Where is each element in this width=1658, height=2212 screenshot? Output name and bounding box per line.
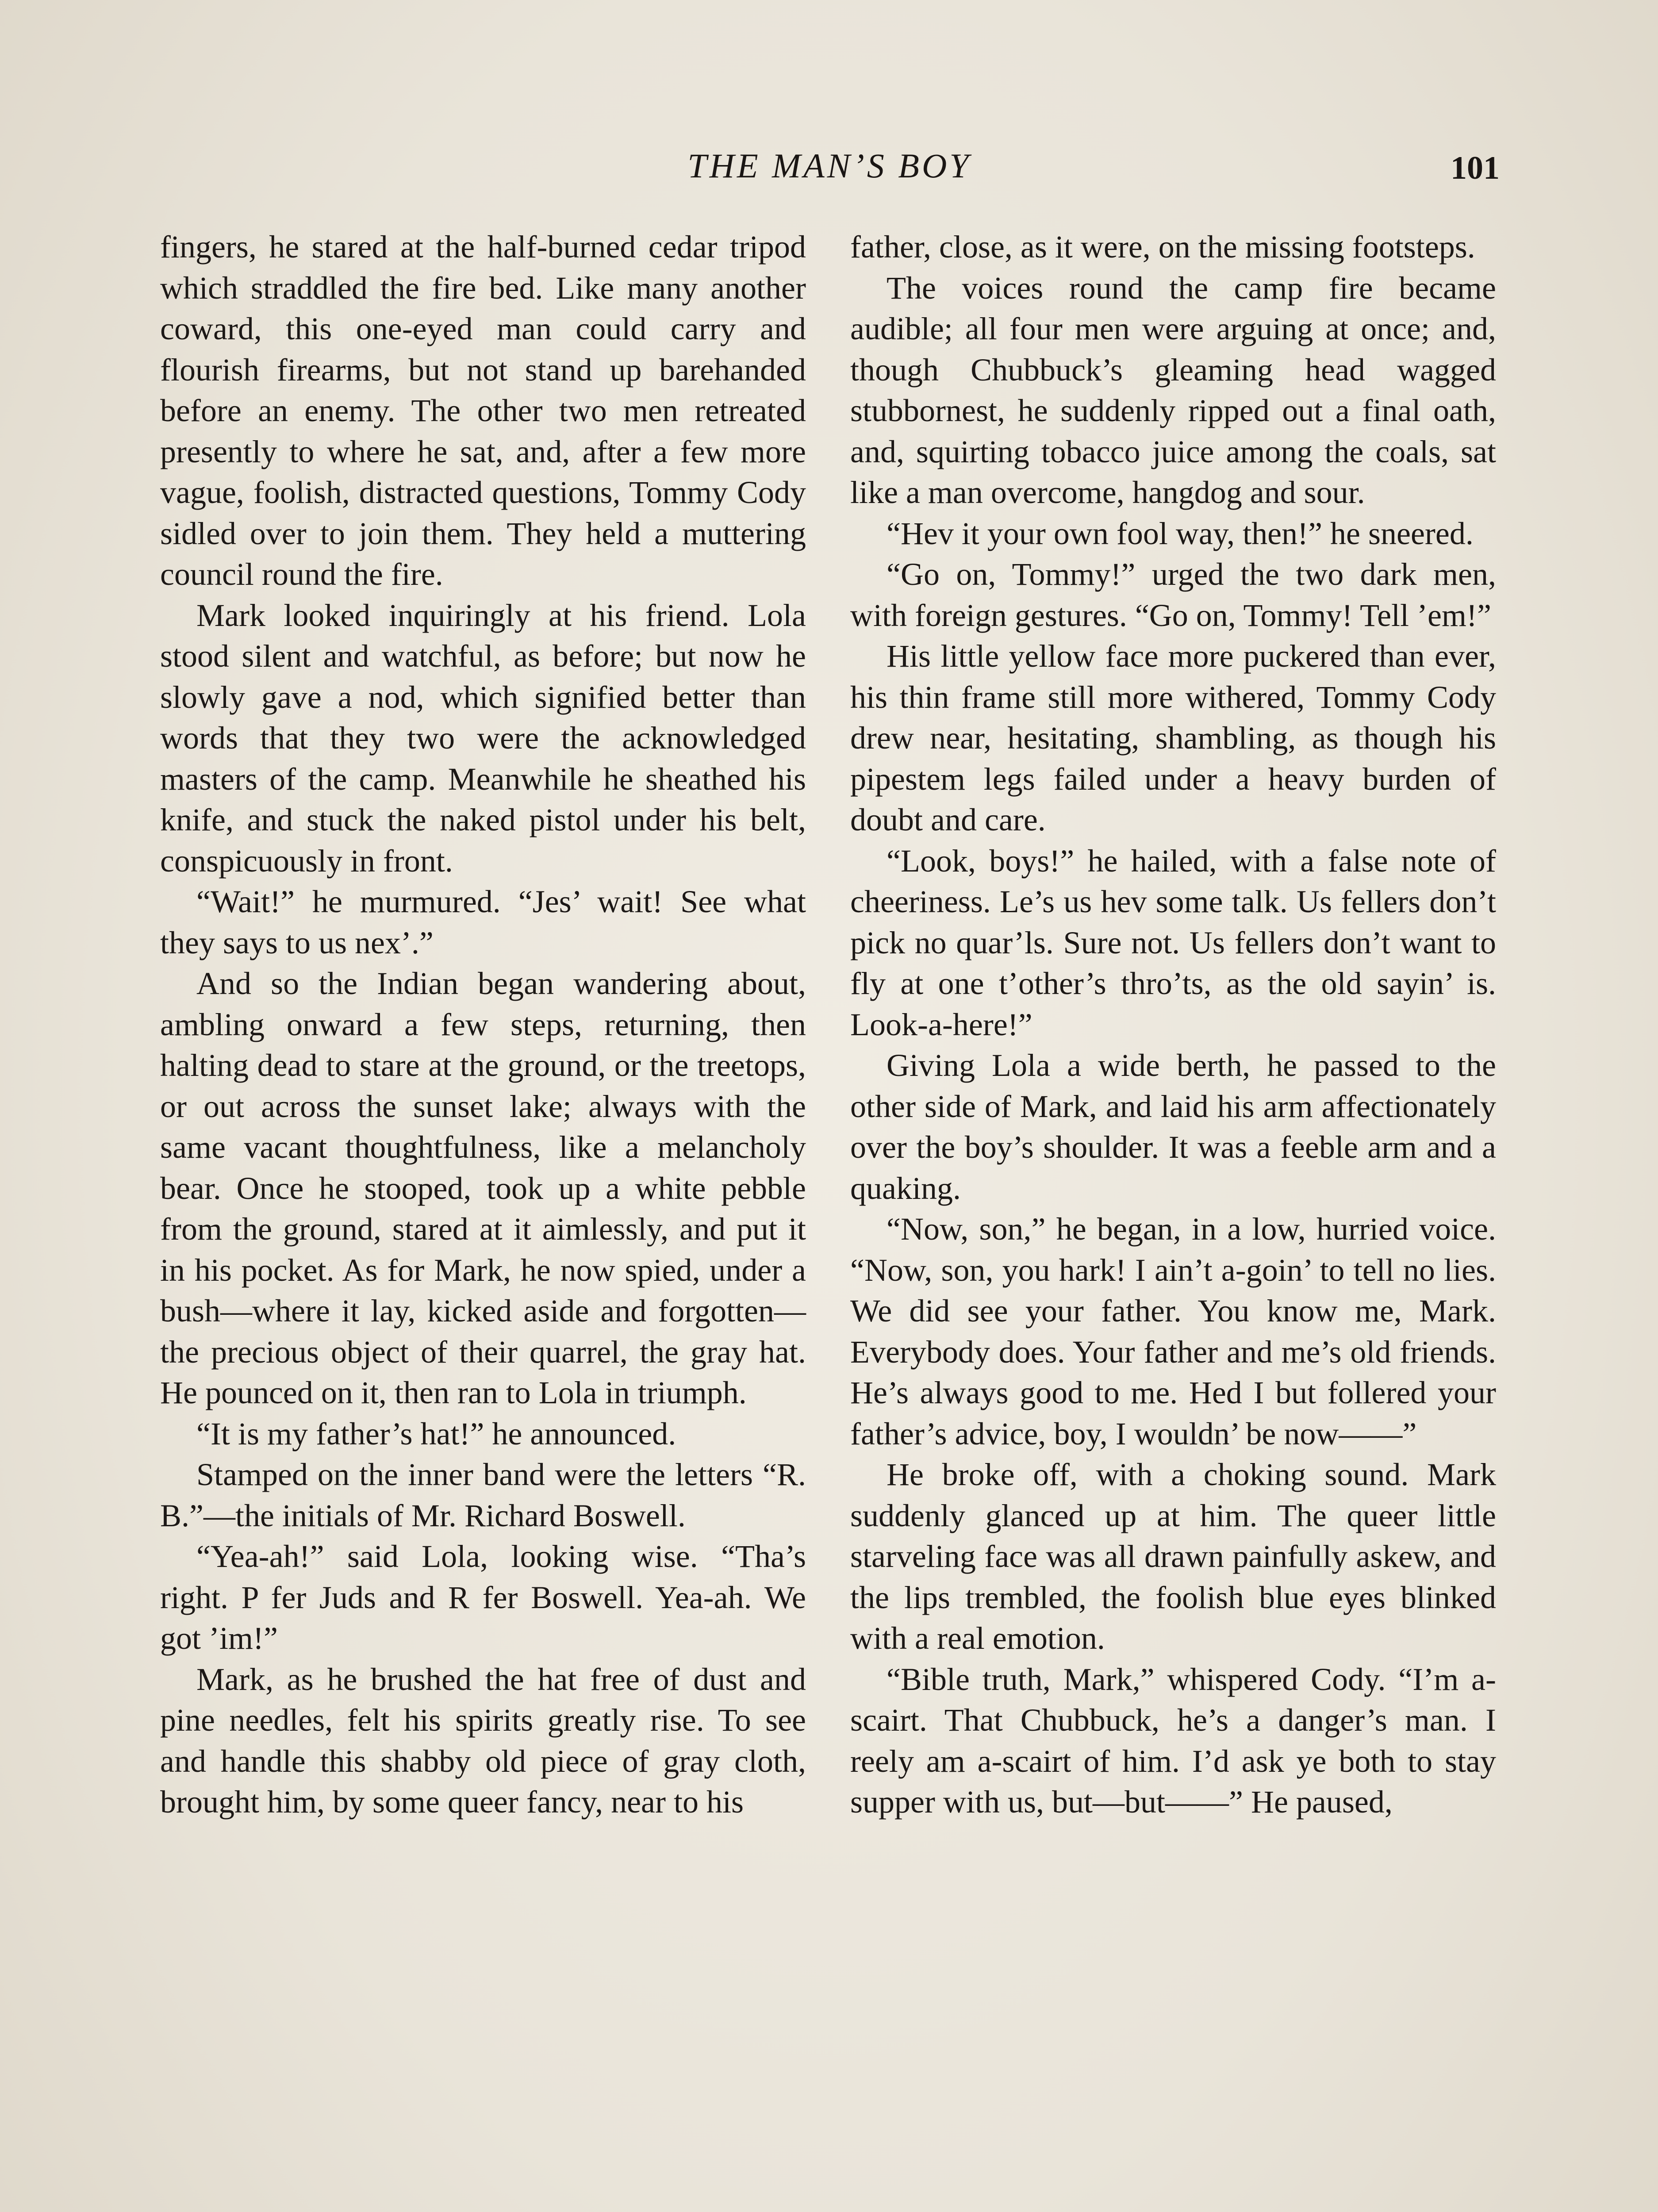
paragraph: And so the Indian began wandering about, ambling onward a few steps, returning, then halting dead to stare at the ground, or the treetops, or out across the sunset lake; always with the same vacant thoughtfulness, like a melancholy bear. Once he stooped, took up a white pebble from the ground, stared at it aimlessly, and put it in his pocket. As for Mark, he now spied, under a bush—where it lay, kicked aside and forgotten—the precious object of their quarrel, the gray hat. He pounced on it, then ran to Lola in triumph. bbox=[160, 966, 806, 1410]
paragraph: “Hev it your own fool way, then!” he sneered. bbox=[887, 515, 1474, 551]
right-column bbox=[850, 227, 1496, 1823]
paragraph: father, close, as it were, on the missing footsteps. bbox=[850, 229, 1475, 265]
paragraph: fingers, he stared at the half-burned cedar tripod which straddled the fire bed. Like many another coward, this one-eyed man could carry and flourish firearms, but not stand up barehanded before an enemy. The other two men retreated presently to where he sat, and, after a few more vague, foolish, distracted questions, Tommy Cody sidled over to join them. They held a muttering council round the fire. bbox=[160, 229, 806, 592]
page-number: 101 bbox=[1451, 150, 1500, 186]
paragraph: Mark, as he brushed the hat free of dust and pine needles, felt his spirits greatly rise. To see and handle this shabby old piece of gray cloth, brought him, by some queer fancy, near to his bbox=[160, 1661, 806, 1820]
paragraph: “Bible truth, Mark,” whispered Cody. “I’m a-scairt. That Chubbuck, he’s a danger’s man. I reely am a-scairt of him. I’d ask ye both to stay supper with us, but—but——” He paused, bbox=[850, 1661, 1496, 1820]
paragraph: “Now, son,” he began, in a low, hurried voice. “Now, son, you hark! I ain’t a-goin’ to tell no lies. We did see your father. You know me, Mark. Everybody does. Your father and me’s old friends. He’s always good to me. Hed I but follered your father’s advice, boy, I wouldn’ be now——” bbox=[850, 1211, 1496, 1452]
paragraph: He broke off, with a choking sound. Mark suddenly glanced up at him. The queer little starveling face was all drawn painfully askew, and the lips trembled, the foolish blue eyes blinked with a real emotion. bbox=[850, 1457, 1496, 1656]
paragraph: His little yellow face more puckered than ever, his thin frame still more withered, Tommy Cody drew near, hesitating, shambling, as though his pipestem legs failed under a heavy burden of doubt and care. bbox=[850, 638, 1496, 837]
paragraph: The voices round the camp fire became audible; all four men were arguing at once; and, though Chubbuck’s gleaming head wagged stubbornest, he suddenly ripped out a final oath, and, squirting tobacco juice among the coals, sat like a man overcome, hangdog and sour. bbox=[850, 270, 1496, 510]
left-column bbox=[160, 227, 806, 1823]
paragraph: “Go on, Tommy!” urged the two dark men, with foreign gestures. “Go on, Tommy! Tell ’em!” bbox=[850, 557, 1496, 633]
paragraph: “It is my father’s hat!” he announced. bbox=[196, 1416, 676, 1452]
paragraph: Giving Lola a wide berth, he passed to the other side of Mark, and laid his arm affectionately over the boy’s shoulder. It was a feeble arm and a quaking. bbox=[850, 1048, 1496, 1206]
page-header bbox=[159, 146, 1500, 199]
paragraph: “Wait!” he murmured. “Jes’ wait! See what they says to us nex’.” bbox=[160, 884, 806, 960]
paragraph: Stamped on the inner band were the letters “R. B.”—the initials of Mr. Richard Boswell. bbox=[160, 1457, 806, 1533]
paragraph: Mark looked inquiringly at his friend. Lola stood silent and watchful, as before; but now he slowly gave a nod, which signified better than words that they two were the acknowledged masters of the camp. Meanwhile he sheathed his knife, and stuck the naked pistol under his belt, conspicuously in front. bbox=[160, 597, 806, 879]
paragraph: “Look, boys!” he hailed, with a false note of cheeriness. Le’s us hev some talk. Us fellers don’t pick no quar’ls. Sure not. Us fellers don’t want to fly at one t’other’s thro’ts, as the old sayin’ is. Look-a-here!” bbox=[850, 843, 1496, 1042]
running-title: THE MAN’S BOY bbox=[687, 146, 971, 185]
paragraph: “Yea-ah!” said Lola, looking wise. “Tha’s right. P fer Juds and R fer Boswell. Yea-ah. We got ’im!” bbox=[160, 1539, 806, 1656]
